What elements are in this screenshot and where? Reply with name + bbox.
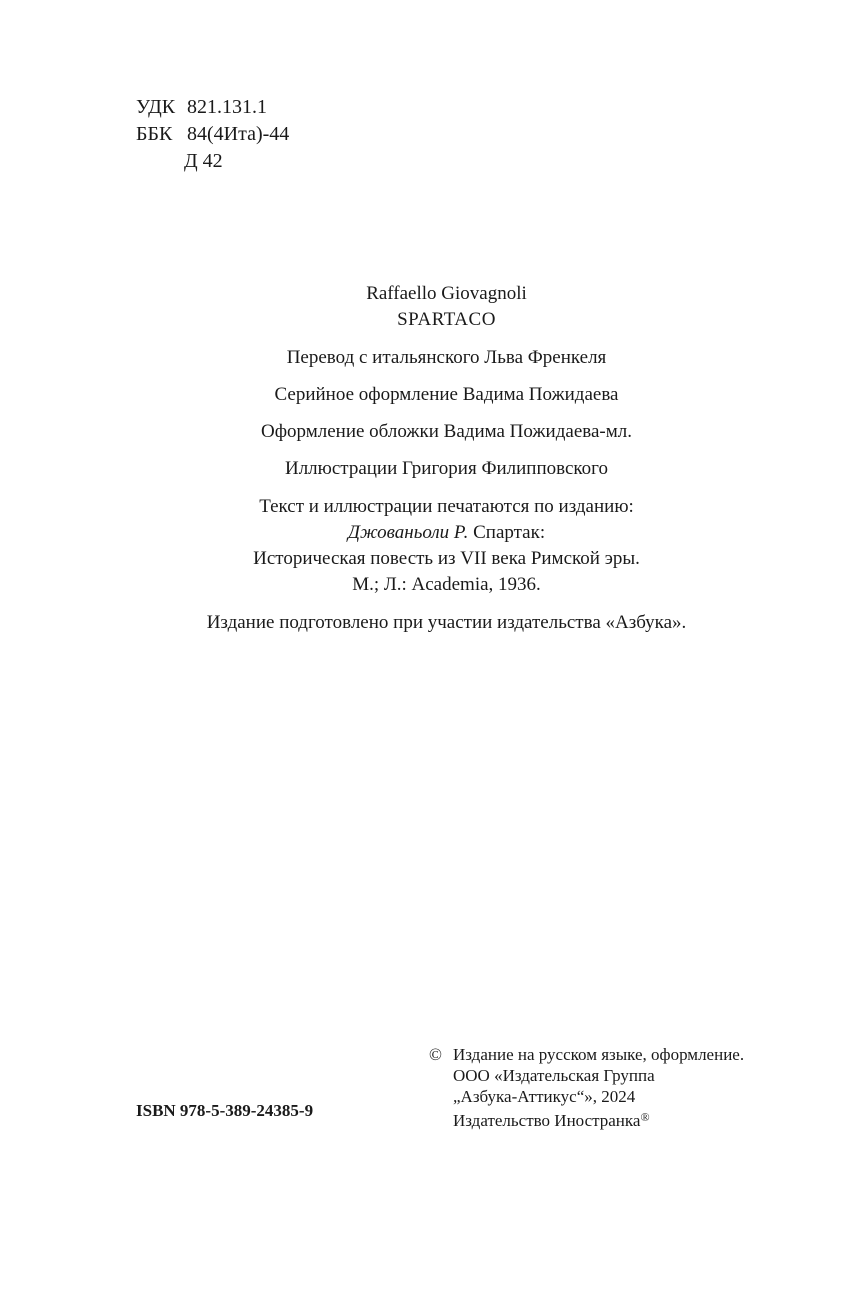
source-edition-title-line — [0, 520, 857, 546]
copyright-line-2: ООО «Издательская Группа — [453, 1066, 655, 1085]
udk-label: УДК — [136, 96, 176, 118]
bbk-value: 84(4Ита)-44 — [187, 123, 290, 145]
source-edition-intro: Текст и иллюстрации печатаются по изданию: — [259, 496, 634, 517]
copyright-block — [429, 1044, 744, 1131]
publisher-name: Издательство Иностранка — [453, 1111, 641, 1130]
original-title: SPARTACO — [397, 309, 496, 330]
registered-trademark-icon: ® — [640, 1110, 650, 1124]
original-author: Raffaello Giovagnoli — [366, 283, 527, 304]
source-edition-subtitle: Историческая повесть из VII века Римской эры. — [253, 548, 640, 569]
source-edition-author: Джованьоли Р. — [347, 522, 469, 543]
copyright-icon: © — [429, 1045, 442, 1064]
bbk-row — [136, 121, 289, 148]
prepared-note: Издание подготовлено при участии издательства «Азбука». — [206, 612, 687, 633]
translation-credit: Перевод с итальянского Льва Френкеля — [286, 347, 607, 368]
udk-row — [136, 94, 289, 121]
author-mark: Д 42 — [184, 150, 223, 172]
series-design-credit: Серийное оформление Вадима Пожидаева — [274, 384, 619, 405]
illustrations-credit: Иллюстрации Григория Филипповского — [284, 458, 608, 479]
isbn: ISBN 978-5-389-24385-9 — [136, 1101, 314, 1120]
cover-design-credit: Оформление обложки Вадима Пожидаева-мл. — [260, 421, 632, 442]
credits-block — [0, 281, 857, 636]
udk-value: 821.131.1 — [187, 96, 267, 118]
bbk-label: ББК — [136, 123, 173, 145]
source-edition-title: Спартак: — [468, 522, 546, 543]
source-edition-imprint: М.; Л.: Academia, 1936. — [352, 574, 541, 595]
copyright-line-3: „Азбука-Аттикус“», 2024 — [453, 1087, 636, 1106]
classification-block — [136, 94, 289, 175]
copyright-line-1: Издание на русском языке, оформление. — [453, 1045, 745, 1064]
copyright-line-4 — [453, 1107, 744, 1131]
